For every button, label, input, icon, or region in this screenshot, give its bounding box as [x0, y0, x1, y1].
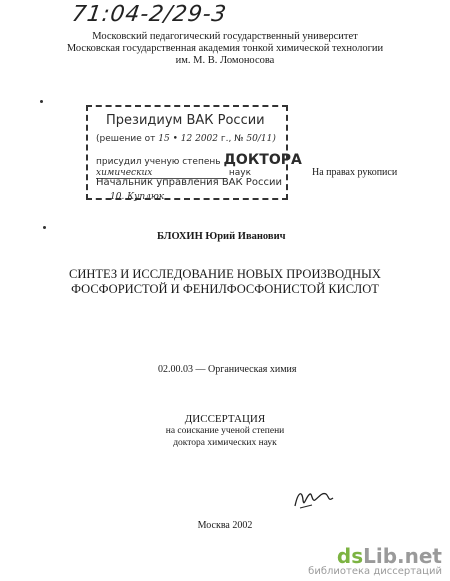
manuscript-rights-note: На правах рукописи [312, 167, 398, 178]
handwritten-registration-number: 71:04-2/29-3 [70, 2, 229, 27]
dissertation-heading: ДИССЕРТАЦИЯ [184, 413, 266, 425]
author-name: БЛОХИН Юрий Иванович [157, 231, 286, 242]
stamp-science-suffix: наук [228, 168, 252, 178]
city-and-year: Москва 2002 [197, 520, 253, 531]
watermark-subtitle: библиотека диссертаций [308, 566, 442, 577]
stamp-decision-number: 50/11) [246, 134, 276, 144]
institution-line-1: Московский педагогический государственный университет [92, 31, 358, 42]
title-line-2: ФОСФОРИСТОЙ И ФЕНИЛФОСФОНИСТОЙ КИСЛОТ [71, 282, 379, 296]
stamp-title: Президиум ВАК России [106, 113, 265, 128]
stamp-decision-date: 15 • 12 2002 [158, 134, 218, 144]
watermark-logo-prefix: ds [336, 544, 364, 568]
title-line-1: СИНТЕЗ И ИССЛЕДОВАНИЕ НОВЫХ ПРОИЗВОДНЫХ [69, 267, 381, 281]
handwritten-signature [292, 486, 338, 519]
margin-dot [40, 100, 43, 103]
stamp-head-of-department: Начальник управления ВАК России [96, 177, 282, 188]
degree-line-2: доктора химических наук [173, 437, 277, 448]
degree-description [0, 426, 450, 449]
stamp-degree-line [96, 152, 302, 168]
stamp-science-handwritten: химических [96, 168, 226, 179]
watermark-logo [308, 544, 442, 568]
stamp-degree-prefix: присудил ученую степень [96, 157, 221, 167]
stamp-decision-line [96, 134, 276, 144]
dslib-watermark [308, 544, 442, 577]
degree-line-1: на соискание ученой степени [165, 426, 285, 436]
institution-line-2: Московская государственная академия тонкой химической технологии [66, 43, 384, 54]
watermark-logo-main: Lib.net [363, 544, 442, 568]
institution-line-3: им. М. В. Ломоносова [175, 55, 275, 66]
stamp-decision-prefix: (решение от [96, 134, 156, 144]
stamp-decision-mid: г., № [220, 134, 244, 144]
specialty-code: 02.00.03 — Органическая химия [158, 364, 297, 375]
dissertation-title [0, 267, 450, 297]
stamp-degree: ДОКТОРА [223, 152, 302, 168]
margin-dot [43, 226, 46, 229]
vak-stamp [86, 105, 302, 202]
stamp-signature-name: 10. Куплюк [110, 192, 165, 202]
